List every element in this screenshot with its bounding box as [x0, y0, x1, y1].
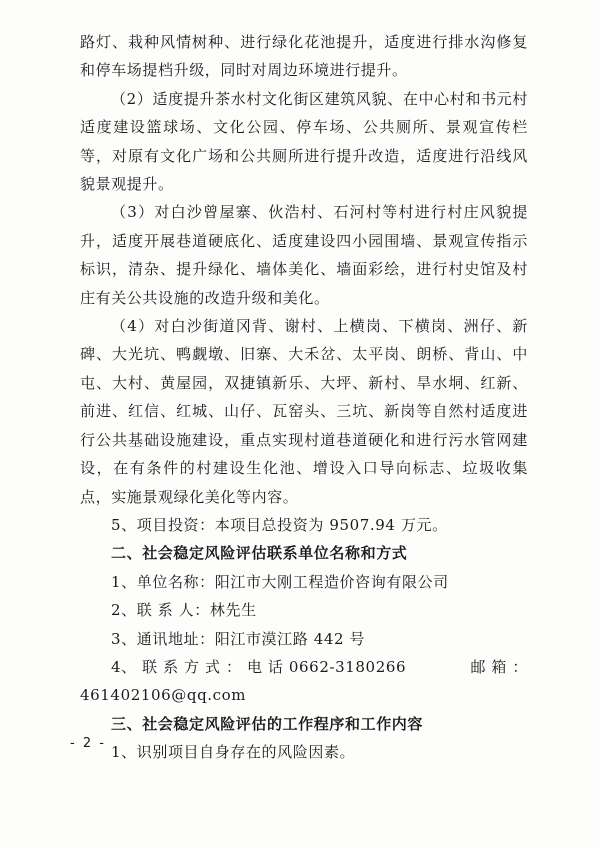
- paragraph-item-3: （3）对白沙曾屋寨、伙浩村、石河村等村进行村庄风貌提升，适度开展巷道硬底化、适度建设四小园围墙、景观宣传指示标识，清杂、提升绿化、墙体美化、墙面彩绘，进行村史馆及村庄有关公共设施的改造升级和美化。: [80, 203, 528, 307]
- paragraph-item-4: （4）对白沙街道冈背、谢村、上横岗、下横岗、洲仔、新碑、大光坑、鸭觑墩、旧寨、大禾岔、太平岗、朗桥、背山、中屯、大村、黄屋园，双捷镇新乐、大坪、新村、旱水垌、红新、前进、红信、红城、山仔、瓦窑头、三坑、新岗等自然村适度进行公共基础设施建设，重点实现村道巷道硬化和进行污水管网建设，在有条件的村建设生化池、增设入口导向标志、垃圾收集点，实施景观绿化美化等内容。: [80, 317, 528, 506]
- paragraph-continuation: 路灯、栽种风情树种、进行绿化花池提升，适度进行排水沟修复和停车场提档升级，同时对周边环境进行提升。: [80, 33, 528, 80]
- email-value: 461402106@qq.com: [80, 686, 247, 705]
- investment-line: 5、项目投资：本项目总投资为 9507.94 万元。: [111, 515, 448, 534]
- page-number: - 2 -: [70, 736, 106, 751]
- contact-method-line: [80, 653, 528, 681]
- section-2-heading: 二、社会稳定风险评估联系单位名称和方式: [111, 544, 408, 563]
- section-3-item-1: 1、识别项目自身存在的风险因素。: [111, 743, 356, 762]
- address-line: 3、通讯地址：阳江市漠江路 442 号: [111, 629, 366, 648]
- unit-name-line: 1、单位名称：阳江市大刚工程造价咨询有限公司: [111, 572, 449, 591]
- document-body: [80, 28, 528, 767]
- contact-person-line: 2、联 系 人：林先生: [111, 601, 257, 620]
- email-label: 邮 箱 ：: [470, 657, 528, 676]
- contact-phone-text: 4、 联 系 方 式 ： 电 话 0662-3180266: [111, 657, 407, 676]
- section-3-heading: 三、社会稳定风险评估的工作程序和工作内容: [111, 714, 424, 733]
- paragraph-item-2: （2）适度提升茶水村文化街区建筑风貌、在中心村和书元村适度建设篮球场、文化公园、停车场、公共厕所、景观宣传栏等，对原有文化广场和公共厕所进行提升改造，适度进行沿线风貌景观提升。: [80, 89, 528, 194]
